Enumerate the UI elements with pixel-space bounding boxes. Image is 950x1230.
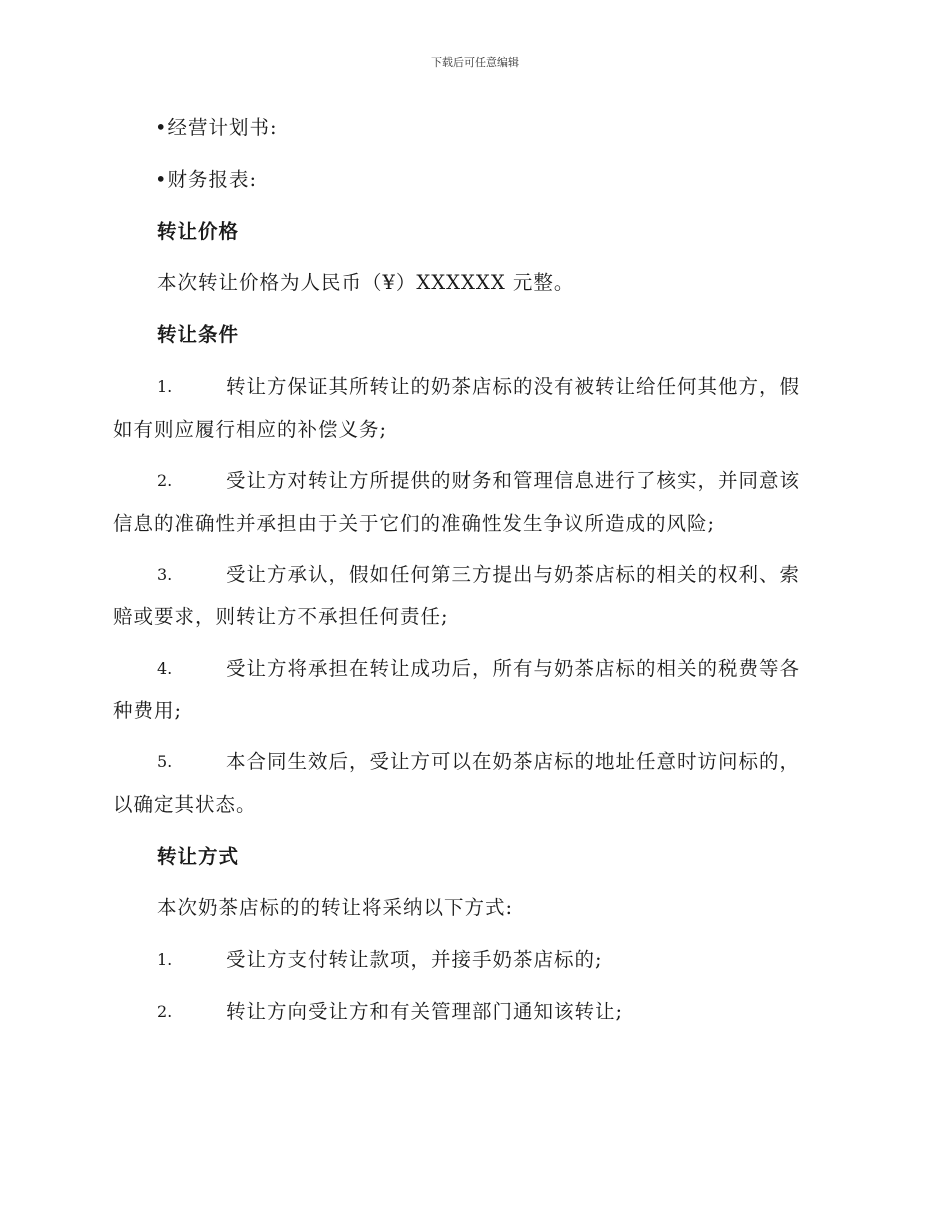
item-line-2: 信息的准确性并承担由于关于它们的准确性发生争议所造成的风险; (113, 512, 716, 535)
conditions-heading: 转让条件 (157, 323, 240, 346)
item-number: 1. (157, 377, 173, 396)
item-text: 受让方支付转让款项，并接手奶茶店标的; (226, 948, 603, 971)
item-number: 4. (157, 659, 173, 678)
item-line-1: 受让方将承担在转让成功后，所有与奶茶店标的相关的税费等各 (226, 657, 801, 680)
item-number: 2. (157, 1002, 173, 1021)
item-line-2: 种费用; (113, 699, 183, 722)
item-text: 转让方向受让方和有关管理部门通知该转让; (226, 1000, 624, 1023)
item-line-1: 受让方对转让方所提供的财务和管理信息进行了核实，并同意该 (226, 469, 801, 492)
item-line-1: 转让方保证其所转让的奶茶店标的没有被转让给任何其他方，假 (226, 375, 801, 398)
item-line-2: 以确定其状态。 (113, 793, 257, 816)
item-number: 1. (157, 950, 173, 969)
item-number: 3. (157, 565, 173, 584)
bullet-business-plan: •经营计划书: (155, 116, 278, 139)
method-intro: 本次奶茶店标的的转让将采纳以下方式: (157, 896, 514, 919)
item-line-1: 本合同生效后，受让方可以在奶茶店标的地址任意时访问标的， (226, 750, 801, 773)
item-number: 2. (157, 471, 173, 490)
method-heading: 转让方式 (157, 845, 240, 868)
page-header: 下载后可任意编辑 (431, 56, 519, 69)
price-text: 本次转让价格为人民币（¥）XXXXXX 元整。 (157, 271, 575, 294)
price-heading: 转让价格 (157, 220, 240, 243)
bullet-financial-statements: •财务报表: (155, 168, 258, 191)
item-number: 5. (157, 752, 173, 771)
item-line-1: 受让方承认，假如任何第三方提出与奶茶店标的相关的权利、索 (226, 563, 801, 586)
item-line-2: 赔或要求，则转让方不承担任何责任; (113, 605, 449, 628)
item-line-2: 如有则应履行相应的补偿义务; (113, 418, 388, 441)
